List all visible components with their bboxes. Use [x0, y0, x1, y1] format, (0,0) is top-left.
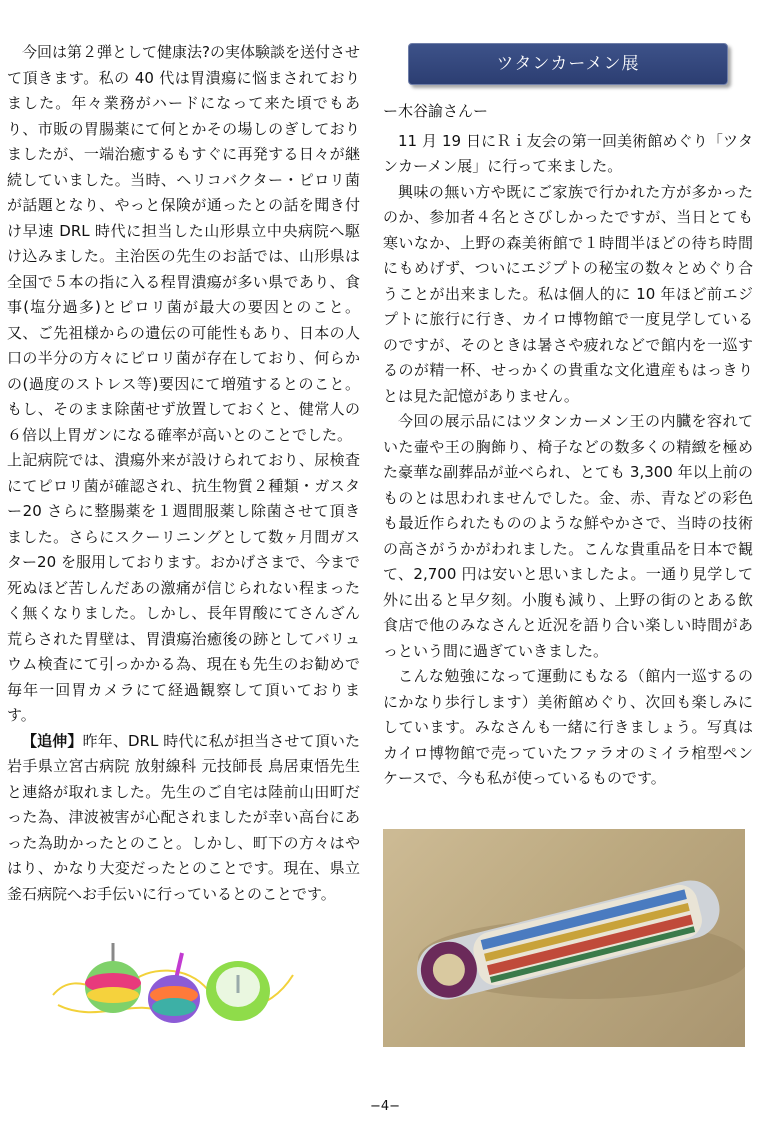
- right-paragraph-4: こんな勉強になって運動にもなる（館内一巡するのにかなり歩行します）美術館めぐり、次回も楽しみにしています。みなさんも一緒に行きましょう。写真はカイロ博物館で売っていたファラオのミイラ棺型ペンケースで、今も私が使っているものです。: [383, 667, 753, 787]
- left-paragraph-postscript: [7, 729, 360, 908]
- right-paragraph-2: 興味の無い方や既にご家族で行かれた方が多かったのか、参加者４名とさびしかったですが、当日とても寒いなか、上野の森美術館で１時間半ほどの待ち時間にもめげず、ついにエジプトの秘宝の数々とめぐり合うことが出来ました。私は個人的に 10 年ほど前エジプトに旅行に行き、カイロ博物館で一度見学しているのですが、そのときは暑さや疲れなどで館内を一巡するのが精一杯、せっかくの貴重な文化遺産もはっきりとは見た記憶がありません。: [383, 182, 753, 405]
- mummy-pencase-photo: [383, 829, 745, 1047]
- left-paragraph-1: 今回は第２弾として健康法?の実体験談を送付させて頂きます。私の 40 代は胃潰瘍に悩まされておりました。年々業務がハードになって来た頃でもあり、市販の胃腸薬にて何とかその場しのぎしておりましたが、一端治癒するもすぐに再発する日々が継続していました。当時、ヘリコバクター・ピロリ菌が話題となり、やっと保険が通ったとの話を聞き付け早速 DRL 時代に担当した山形県立中央病院へ駆け込みました。主治医の先生のお話では、山形県は全国で５本の指に入る程胃潰瘍が多い県であり、食事(塩分過多)とピロリ菌が最大の要因とのこと。又、ご先祖様からの遺伝の可能性もあり、日本の人口の半分の方々にピロリ菌が存在しており、何らかの(過度のストレス等)要因にて増殖するとのこと。もし、そのまま除菌せず放置しておくと、健常人の６倍以上胃ガンになる確率が高いとのことでした。: [7, 43, 360, 444]
- left-paragraph-2: 上記病院では、潰瘍外来が設けられており、尿検査にてピロリ菌が確認され、抗生物質２種類・ガスター20 さらに整腸薬を１週間服薬し除菌させて頂きました。さらにスクーリニングとして数ヶ月間ガスター20 を服用しております。おかげさまで、今まで死ぬほど苦しんだあの激痛が信じられない程まったく無くなりました。しかし、長年胃酸にてさんざん荒らされた胃壁は、胃潰瘍治癒後の跡としてバリュウム検査にて引っかかる為、現在も先生のお勧めで毎年一回胃カメラにて経過観察して頂いております。: [7, 451, 360, 724]
- green-top-icon: [206, 961, 270, 1021]
- article-author: ー木谷諭さんー: [383, 102, 489, 120]
- right-column: [383, 37, 753, 792]
- article-title-banner: ツタンカーメン展: [408, 43, 728, 85]
- page-number: −4−: [369, 1099, 401, 1114]
- red-top-icon: [85, 943, 141, 1013]
- purple-top-icon: [148, 953, 200, 1023]
- pharaoh-pencase-icon: [383, 829, 745, 1047]
- spinning-tops-illustration: [48, 935, 298, 1027]
- right-paragraph-3: 今回の展示品にはツタンカーメン王の内臓を容れていた壷や王の胸飾り、椅子などの数多くの精緻を極めた豪華な副葬品が並べられ、とても 3,300 年以上前のものとは思われませんでした。金、赤、青などの彩色も最近作られたもののような鮮やかさで、当時の技術の高さがうかがわれました。こんな貴重品を日本で観て、2,700 円は安いと思いましたよ。一通り見学して外に出ると早夕刻。小腹も減り、上野の街のとある飲食店で他のみなさんと近況を語り合い楽しい時間があっという間に過ぎていきました。: [383, 412, 753, 660]
- right-paragraph-1: 11 月 19 日にＲｉ友会の第一回美術館めぐり「ツタンカーメン展」に行って来ました。: [383, 131, 753, 175]
- postscript-text: 昨年、DRL 時代に私が担当させて頂いた岩手県立宮古病院 放射線科 元技師長 鳥居東悟先生と連絡が取れました。先生のご自宅は陸前山田町だった為、津波被害が心配されましたが幸い高台にあった為助かったとのこと。しかし、町下の方々はやはり、かなり大変だったとのことです。現在、県立釜石病院へお手伝いに行っているとのことです。: [7, 731, 360, 903]
- left-column: [7, 40, 360, 907]
- postscript-label: 【追伸】: [22, 731, 83, 750]
